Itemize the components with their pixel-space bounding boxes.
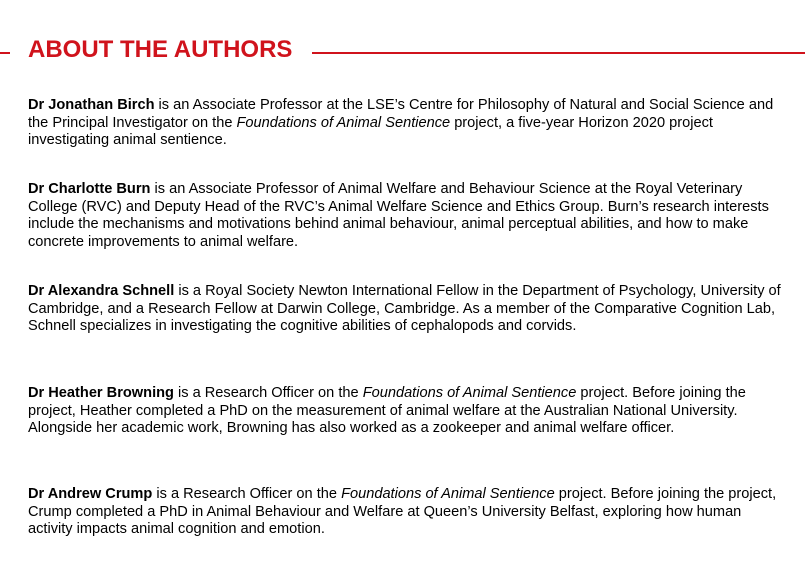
left-divider-rule bbox=[0, 52, 10, 54]
author-bio-crump bbox=[28, 486, 783, 539]
bio-text: is a Royal Society Newton International Fellow in the Department of Psychology, University of Cambridge, and a Research Fellow at Darwin College, Cambridge. As a member of the Comparative Cognition Lab, Schnell specializes in investigating the cognitive abilities of cephalopods and corvids. bbox=[28, 283, 781, 335]
project-title: Foundations of Animal Sentience bbox=[341, 486, 555, 502]
author-name: Dr Jonathan Birch bbox=[28, 97, 155, 113]
bio-text: project, a five-year Horizon 2020 project investigating animal sentience. bbox=[28, 114, 713, 149]
bio-text: is a Research Officer on the bbox=[152, 486, 342, 502]
section-title: ABOUT THE AUTHORS bbox=[28, 36, 293, 63]
author-bio-schnell bbox=[28, 283, 783, 336]
bio-text: is an Associate Professor of Animal Welfare and Behaviour Science at the Royal Veterinary College (RVC) and Deputy Head of the RVC’s Animal Welfare Science and Ethics Group. Burn’s research interests include the mechanisms and motivations behind animal behaviour, animal perceptual abilities, and how to make concrete improvements to animal welfare. bbox=[28, 181, 769, 250]
author-name: Dr Charlotte Burn bbox=[28, 181, 151, 197]
project-title: Foundations of Animal Sentience bbox=[236, 114, 451, 131]
bio-text: is a Research Officer on the bbox=[173, 385, 363, 401]
author-bio-burn bbox=[28, 181, 783, 251]
author-bio-browning bbox=[28, 385, 783, 438]
author-name: Dr Andrew Crump bbox=[28, 486, 153, 502]
right-divider-rule bbox=[312, 52, 805, 54]
author-bio-birch bbox=[28, 97, 783, 150]
section-header bbox=[0, 36, 805, 70]
bio-text: project. Before joining the project, Heather completed a PhD on the measurement of animal welfare at the Australian National University. Alongside her academic work, Browning has also worked as a zookeeper and animal welfare officer. bbox=[28, 385, 746, 437]
bio-text: project. Before joining the project, Crump completed a PhD in Animal Behaviour and Welfare at Queen’s University Belfast, exploring how human activity impacts animal cognition and emotion. bbox=[28, 486, 777, 538]
project-title: Foundations of Animal Sentience bbox=[362, 385, 577, 401]
author-name: Dr Heather Browning bbox=[28, 385, 174, 401]
author-name: Dr Alexandra Schnell bbox=[28, 283, 175, 299]
bio-text: is an Associate Professor at the LSE’s Centre for Philosophy of Natural and Social Science and the Principal Investigator on the bbox=[28, 97, 774, 131]
